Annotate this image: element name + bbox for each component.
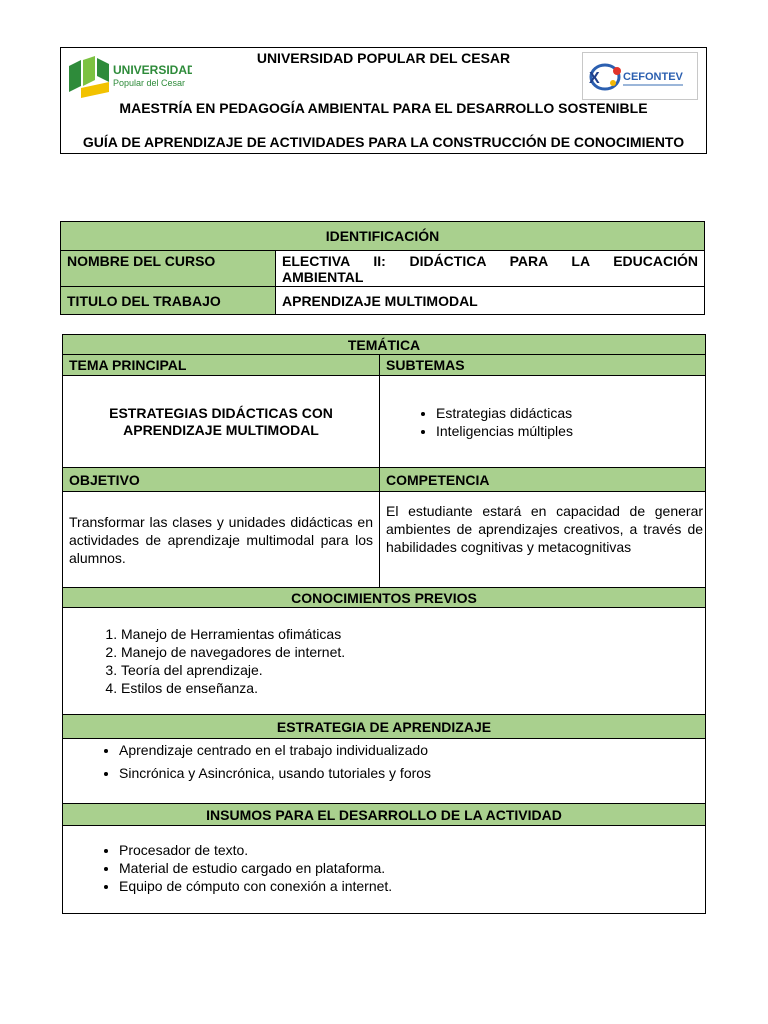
- identification-title: IDENTIFICACIÓN: [61, 222, 705, 251]
- list-item: 1. Manejo de Herramientas ofimáticas: [121, 625, 699, 643]
- svg-text:Popular del Cesar: Popular del Cesar: [113, 78, 186, 88]
- learning-strategy-cell: [63, 739, 706, 804]
- topics-table: [62, 334, 706, 914]
- competence-label: COMPETENCIA: [380, 468, 706, 492]
- cefontev-logo: [582, 52, 698, 100]
- topics-title: TEMÁTICA: [63, 335, 706, 355]
- inputs-cell: [63, 826, 706, 914]
- svg-text:CEFONTEV: CEFONTEV: [623, 71, 683, 83]
- university-name: UNIVERSIDAD POPULAR DEL CESAR: [256, 50, 511, 66]
- competence-text: El estudiante estará en capacidad de generar ambientes de aprendizajes creativos, a través de habilidades cognitivas y metacognitivas: [380, 492, 706, 588]
- university-logo: [67, 56, 192, 98]
- list-item: • Aprendizaje centrado en el trabajo individualizado: [119, 741, 699, 759]
- work-title-label: TITULO DEL TRABAJO: [61, 287, 276, 315]
- work-title-value: APRENDIZAJE MULTIMODAL: [276, 287, 705, 315]
- list-item: 4. Estilos de enseñanza.: [121, 679, 699, 697]
- course-name-label: NOMBRE DEL CURSO: [61, 251, 276, 287]
- program-name: MAESTRÍA EN PEDAGOGÍA AMBIENTAL PARA EL DESARROLLO SOSTENIBLE: [119, 100, 648, 116]
- subtopics-list-cell: [380, 376, 706, 468]
- subtopic-item: • Inteligencias múltiples: [436, 422, 699, 440]
- svg-text:UNIVERSIDAD: UNIVERSIDAD: [113, 63, 192, 77]
- main-topic-label: TEMA PRINCIPAL: [63, 355, 380, 376]
- list-item: 2. Manejo de navegadores de internet.: [121, 643, 699, 661]
- list-item: 3. Teoría del aprendizaje.: [121, 661, 699, 679]
- prior-knowledge-title: CONOCIMIENTOS PREVIOS: [63, 588, 706, 608]
- document-header: [60, 47, 707, 154]
- inputs-title: INSUMOS PARA EL DESARROLLO DE LA ACTIVIDAD: [63, 804, 706, 826]
- objective-text: Transformar las clases y unidades didácticas en actividades de aprendizaje multimodal para los alumnos.: [63, 492, 380, 588]
- list-item: • Material de estudio cargado en plataforma.: [119, 859, 699, 877]
- subtopic-item: • Estrategias didácticas: [436, 404, 699, 422]
- list-item: • Equipo de cómputo con conexión a internet.: [119, 877, 699, 895]
- main-topic-value: ESTRATEGIAS DIDÁCTICAS CON APRENDIZAJE MULTIMODAL: [63, 376, 380, 468]
- prior-knowledge-cell: [63, 608, 706, 715]
- guide-title: GUÍA DE APRENDIZAJE DE ACTIVIDADES PARA LA CONSTRUCCIÓN DE CONOCIMIENTO: [82, 134, 685, 150]
- list-item: • Procesador de texto.: [119, 841, 699, 859]
- list-item: • Sincrónica y Asincrónica, usando tutoriales y foros: [119, 764, 699, 782]
- subtopics-label: SUBTEMAS: [380, 355, 706, 376]
- learning-strategy-title: ESTRATEGIA DE APRENDIZAJE: [63, 715, 706, 739]
- objective-label: OBJETIVO: [63, 468, 380, 492]
- course-name-value: ELECTIVA II: DIDÁCTICA PARA LA EDUCACIÓN AMBIENTAL: [276, 251, 705, 287]
- identification-table: [60, 221, 705, 315]
- svg-text:X: X: [589, 70, 600, 87]
